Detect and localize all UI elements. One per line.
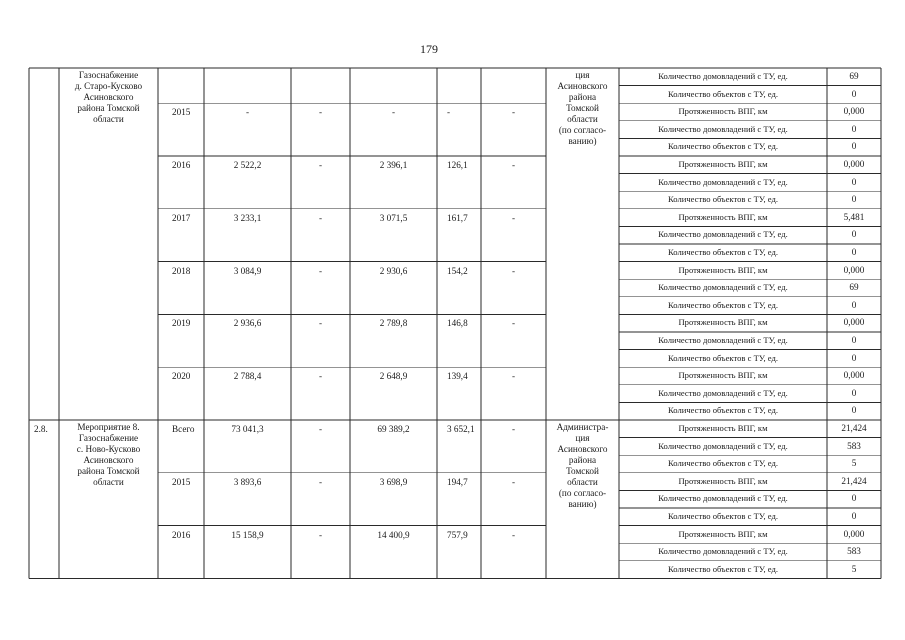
- regional-cell: -: [391, 107, 396, 118]
- indicator-label: Количество домовладений с ТУ, ед.: [658, 71, 788, 81]
- indicator-label: Количество объектов с ТУ, ед.: [667, 194, 779, 205]
- indicator-value: 0: [851, 299, 857, 310]
- regional-cell: 69 389,2: [377, 424, 410, 434]
- indicator-label: Протяженность ВПГ, км: [678, 159, 768, 169]
- indicator-label: Количество объектов с ТУ, ед.: [667, 352, 779, 363]
- indicator-value: 0: [851, 229, 857, 240]
- federal-cell: -: [318, 107, 323, 118]
- indicator-label: Количество домовладений с ТУ, ед.: [658, 387, 788, 398]
- indicator-value: 0: [851, 247, 857, 257]
- indicator-label: Количество домовладений с ТУ, ед.: [658, 546, 788, 557]
- total-cell: 3 084,9: [233, 265, 262, 276]
- total-cell: 2 522,2: [233, 160, 262, 170]
- federal-cell: -: [318, 371, 323, 382]
- federal-cell: -: [318, 212, 323, 223]
- executor: Администра- ция Асиновского района Томской области (по согласо- ванию): [556, 422, 609, 509]
- total-cell: 73 041,3: [231, 424, 264, 434]
- extra-cell: -: [511, 371, 516, 382]
- local-cell: 161,7: [447, 212, 468, 223]
- indicator-value: 5,481: [843, 211, 865, 222]
- item-name: Мероприятие 8. Газоснабжение с. Ново-Кусково Асиновского района Томской области: [76, 422, 141, 487]
- indicator-label: Количество объектов с ТУ, ед.: [667, 511, 779, 521]
- indicator-label: Протяженность ВПГ, км: [678, 370, 768, 381]
- local-cell: 194,7: [447, 476, 468, 487]
- local-cell: 757,9: [447, 529, 468, 540]
- indicator-value: 21,424: [841, 423, 867, 433]
- indicator-value: 0,000: [843, 264, 865, 275]
- indicator-label: Протяженность ВПГ, км: [678, 317, 768, 328]
- year-cell: 2016: [172, 529, 191, 540]
- indicator-label: Количество домовладений с ТУ, ед.: [658, 176, 788, 187]
- indicator-value: 69: [849, 71, 859, 81]
- item-index: 2.8.: [34, 424, 48, 434]
- indicator-value: 0: [851, 176, 857, 187]
- extra-cell: -: [511, 265, 516, 276]
- total-cell: 3 233,1: [233, 212, 262, 223]
- local-cell: -: [447, 107, 451, 118]
- indicator-label: Протяженность ВПГ, км: [678, 423, 768, 433]
- total-cell: 15 158,9: [231, 529, 264, 540]
- indicator-value: 5: [851, 563, 857, 574]
- indicator-label: Количество объектов с ТУ, ед.: [667, 299, 779, 310]
- indicator-label: Количество домовладений с ТУ, ед.: [658, 123, 788, 134]
- indicator-label: Количество домовладений с ТУ, ед.: [658, 493, 788, 504]
- regional-cell: 3 698,9: [379, 476, 408, 487]
- indicator-value: 0: [851, 194, 857, 205]
- local-cell: 3 652,1: [447, 424, 475, 434]
- extra-cell: -: [511, 424, 516, 434]
- local-cell: 126,1: [447, 160, 468, 170]
- indicator-value: 0: [851, 88, 857, 99]
- indicator-label: Протяженность ВПГ, км: [678, 106, 768, 117]
- indicator-value: 0: [851, 123, 857, 134]
- indicator-value: 5: [851, 458, 857, 469]
- regional-cell: 14 400,9: [377, 529, 410, 540]
- indicator-value: 0: [851, 387, 857, 398]
- regional-cell: 2 789,8: [379, 318, 408, 329]
- indicator-value: 0,000: [843, 317, 865, 328]
- year-cell: 2015: [172, 476, 191, 487]
- indicator-value: 0,000: [843, 106, 865, 117]
- indicator-label: Количество домовладений с ТУ, ед.: [658, 282, 788, 293]
- total-cell: 2 788,4: [233, 371, 262, 382]
- total-cell: 2 936,6: [233, 318, 262, 329]
- indicator-value: 0: [851, 493, 857, 504]
- indicator-label: Количество объектов с ТУ, ед.: [667, 247, 779, 257]
- regional-cell: 2 648,9: [379, 371, 408, 382]
- year-cell: 2018: [172, 265, 191, 276]
- indicator-value: 0: [851, 335, 857, 345]
- indicator-label: Протяженность ВПГ, км: [678, 528, 768, 539]
- regional-cell: 2 930,6: [379, 265, 408, 276]
- local-cell: 154,2: [447, 265, 468, 276]
- indicator-value: 0,000: [843, 370, 865, 381]
- indicator-label: Протяженность ВПГ, км: [678, 264, 768, 275]
- indicator-label: Количество объектов с ТУ, ед.: [667, 563, 779, 574]
- year-cell: 2015: [172, 107, 191, 118]
- year-cell: Всего: [172, 424, 195, 434]
- indicator-value: 21,424: [841, 475, 867, 486]
- total-cell: 3 893,6: [233, 476, 262, 487]
- year-cell: 2017: [172, 212, 191, 223]
- extra-cell: -: [511, 160, 516, 170]
- indicator-value: 583: [847, 440, 861, 451]
- federal-cell: -: [318, 529, 323, 540]
- indicator-value: 0,000: [843, 159, 865, 169]
- extra-cell: -: [511, 318, 516, 329]
- indicator-label: Количество домовладений с ТУ, ед.: [658, 440, 788, 451]
- federal-cell: -: [318, 476, 323, 487]
- indicator-value: 583: [847, 546, 861, 557]
- year-cell: 2020: [172, 371, 191, 382]
- year-cell: 2016: [172, 160, 191, 170]
- extra-cell: -: [511, 529, 516, 540]
- regional-cell: 3 071,5: [379, 212, 408, 223]
- indicator-value: 0: [851, 352, 857, 363]
- executor: ция Асиновского района Томской области (по согласо- ванию): [557, 70, 608, 146]
- indicator-label: Протяженность ВПГ, км: [678, 211, 768, 222]
- extra-cell: -: [511, 212, 516, 223]
- extra-cell: -: [511, 476, 516, 487]
- total-cell: -: [245, 107, 250, 118]
- extra-cell: -: [511, 107, 516, 118]
- year-cell: 2019: [172, 318, 191, 329]
- indicator-label: Протяженность ВПГ, км: [678, 475, 768, 486]
- indicator-value: 0,000: [843, 528, 865, 539]
- local-cell: 139,4: [447, 371, 468, 382]
- indicator-label: Количество объектов с ТУ, ед.: [667, 405, 779, 416]
- item-name: Газоснабжение д. Старо-Кусково Асиновского района Томской области: [74, 70, 143, 124]
- page-number: 179: [420, 42, 438, 56]
- federal-cell: -: [318, 265, 323, 276]
- indicator-label: Количество объектов с ТУ, ед.: [667, 141, 779, 152]
- indicator-value: 0: [851, 141, 857, 152]
- regional-cell: 2 396,1: [379, 160, 408, 170]
- indicator-label: Количество домовладений с ТУ, ед.: [658, 229, 788, 240]
- indicator-label: Количество объектов с ТУ, ед.: [667, 458, 779, 469]
- indicator-label: Количество домовладений с ТУ, ед.: [658, 335, 788, 345]
- indicator-label: Количество объектов с ТУ, ед.: [667, 88, 779, 99]
- federal-cell: -: [318, 160, 323, 170]
- federal-cell: -: [318, 318, 323, 329]
- local-cell: 146,8: [447, 318, 468, 329]
- indicator-value: 0: [851, 405, 857, 416]
- federal-cell: -: [318, 424, 323, 434]
- indicator-value: 0: [851, 511, 857, 521]
- indicator-value: 69: [849, 282, 859, 293]
